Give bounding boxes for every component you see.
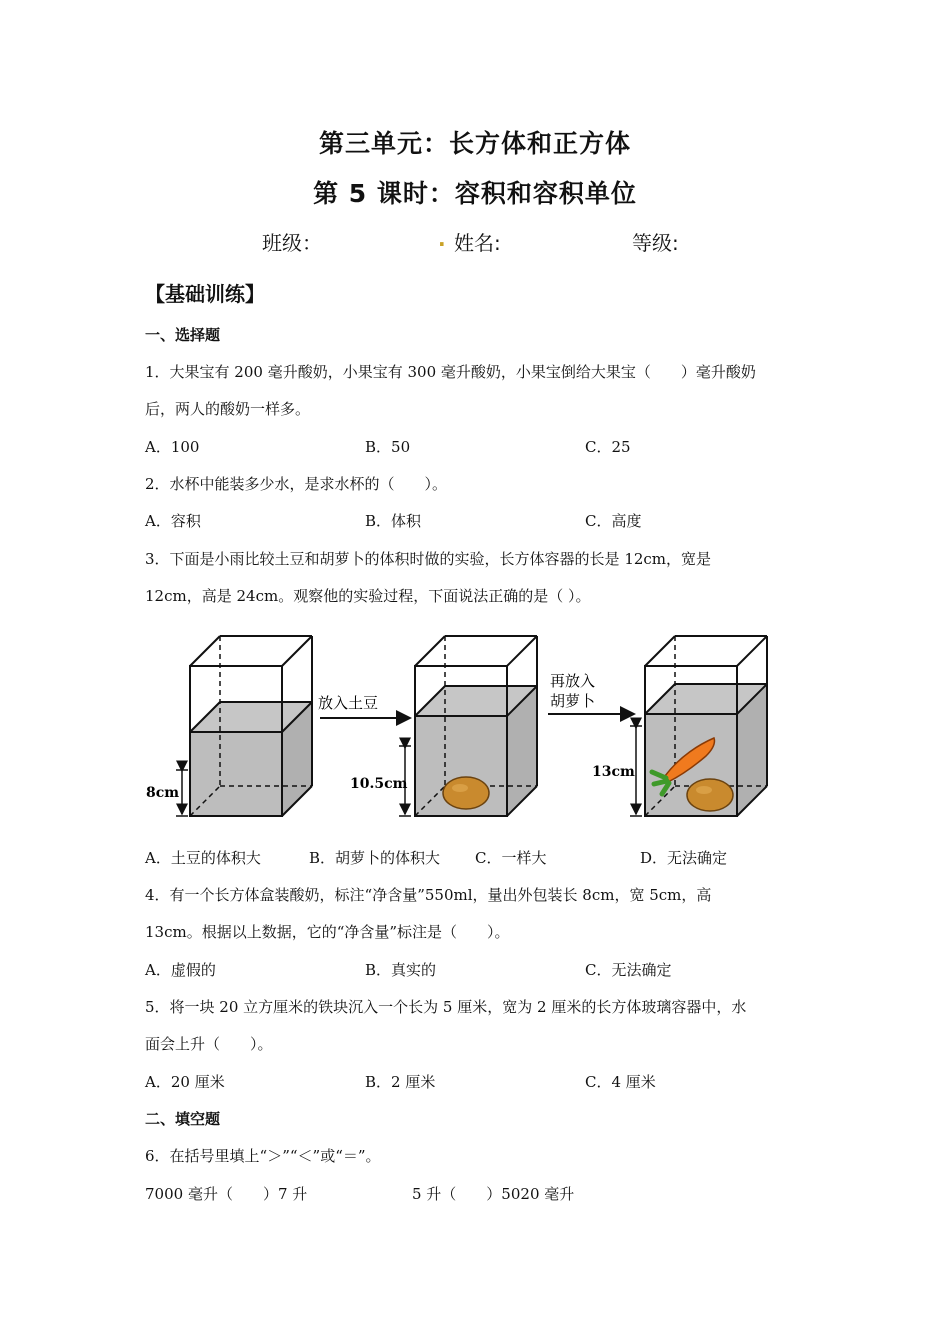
q5-line2: 面会上升（ ）。 (145, 1035, 273, 1053)
part1-heading: 一、选择题 (145, 326, 221, 344)
grade-label: 等级: (632, 231, 679, 255)
part2-heading: 二、填空题 (145, 1110, 221, 1128)
q1-option-a: A．100 (145, 438, 200, 456)
class-label: 班级： (262, 231, 322, 255)
q3-option-a: A．土豆的体积大 (145, 849, 261, 867)
q6-line1: 6．在括号里填上“＞”“＜”或“＝”。 (145, 1147, 381, 1165)
q3-line1: 3．下面是小雨比较土豆和胡萝卜的体积时做的实验，长方体容器的长是 12cm，宽是 (145, 550, 712, 568)
q3-experiment-figure (140, 626, 780, 826)
q1-line1: 1．大果宝有 200 毫升酸奶，小果宝有 300 毫升酸奶，小果宝倒给大果宝（ ）毫升酸奶 (145, 363, 756, 381)
arrow1-label: 放入土豆 (318, 694, 379, 712)
q5-option-c: C．4 厘米 (585, 1073, 656, 1091)
q3-line2: 12cm，高是 24cm。观察他的实验过程，下面说法正确的是（ ）。 (145, 587, 591, 605)
q3-option-b: B．胡萝卜的体积大 (309, 849, 441, 867)
label-8cm: 8cm (146, 785, 180, 801)
arrow2-label-line1: 再放入 (550, 672, 596, 690)
name-label: 姓名: (454, 231, 501, 255)
label-13cm: 13cm (592, 764, 635, 780)
q6-item-2: 5 升（ ）5020 毫升 (412, 1185, 575, 1203)
separator-dot: . (438, 227, 446, 251)
q3-option-d: D．无法确定 (640, 849, 728, 867)
q1-line2: 后，两人的酸奶一样多。 (145, 400, 311, 418)
section-basic-training: 【基础训练】 (145, 282, 265, 306)
q5-line1: 5．将一块 20 立方厘米的铁块沉入一个长为 5 厘米，宽为 2 厘米的长方体玻璃容器中，水 (145, 998, 747, 1016)
label-10-5cm: 10.5cm (350, 776, 408, 792)
q2-line1: 2．水杯中能装多少水，是求水杯的（ ）。 (145, 475, 448, 493)
q5-option-b: B．2 厘米 (365, 1073, 436, 1091)
q2-option-b: B．体积 (365, 512, 422, 530)
q6-item-1: 7000 毫升（ ）7 升 (145, 1185, 308, 1203)
arrow2-label-line2: 胡萝卜 (550, 692, 596, 710)
q3-option-c: C．一样大 (475, 849, 547, 867)
q5-option-a: A．20 厘米 (145, 1073, 225, 1091)
potato-1 (443, 777, 489, 809)
q1-option-b: B．50 (365, 438, 411, 456)
q4-line2: 13cm。根据以上数据，它的“净含量”标注是（ ）。 (145, 923, 510, 941)
potato-2 (687, 779, 733, 811)
q2-option-c: C．高度 (585, 512, 642, 530)
q4-option-b: B．真实的 (365, 961, 437, 979)
q4-line1: 4．有一个长方体盒装酸奶，标注“净含量”550ml，量出外包装长 8cm，宽 5cm，高 (145, 886, 712, 904)
q1-option-c: C．25 (585, 438, 631, 456)
q4-option-c: C．无法确定 (585, 961, 672, 979)
unit-title: 第三单元：长方体和正方体 (318, 129, 631, 158)
q4-option-a: A．虚假的 (145, 961, 216, 979)
container-1 (190, 636, 312, 816)
q2-option-a: A．容积 (145, 512, 201, 530)
lesson-title: 第 5 课时：容积和容积单位 (313, 179, 637, 208)
